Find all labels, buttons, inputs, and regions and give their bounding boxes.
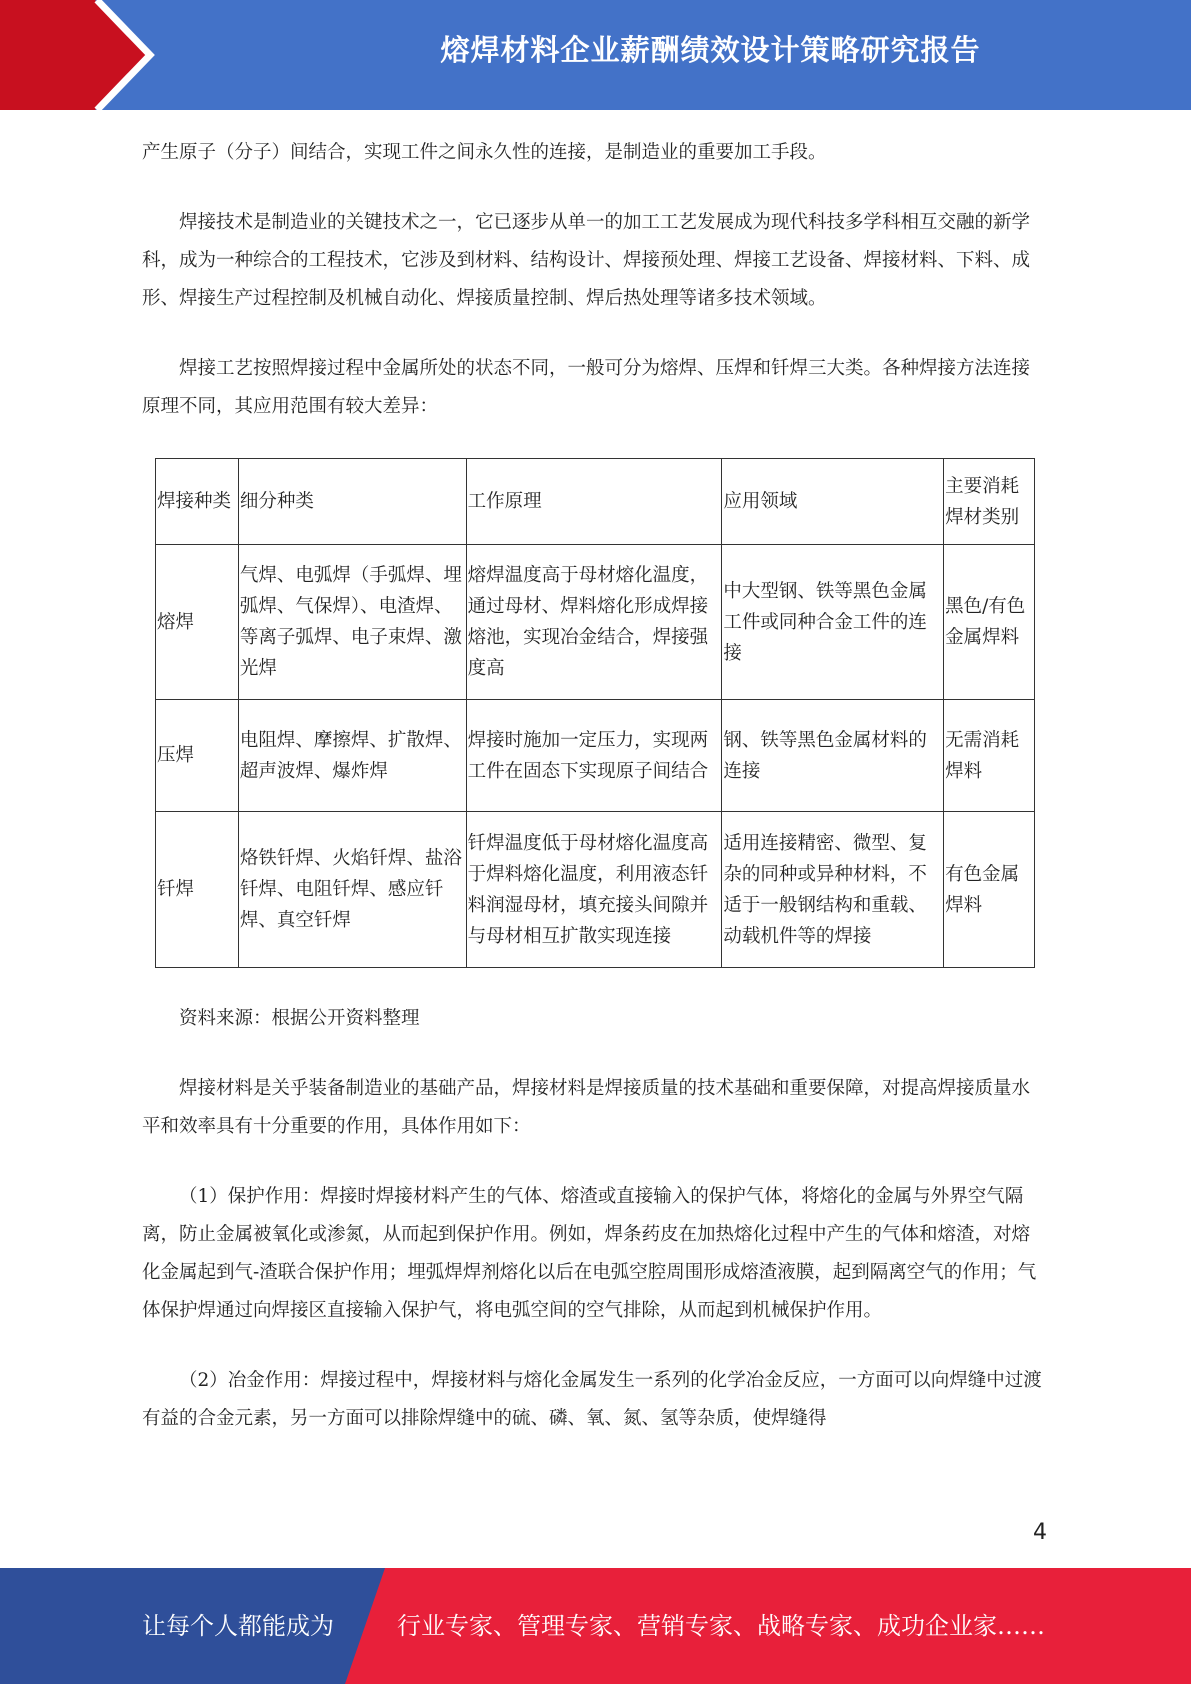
header-cell: 工作原理 <box>466 459 722 545</box>
footer-slogan-right: 行业专家、管理专家、营销专家、战略专家、成功企业家…… <box>397 1612 1045 1640</box>
table-cell: 熔焊温度高于母材熔化温度，通过母材、焊料熔化形成焊接熔池，实现冶金结合，焊接强度高 <box>466 545 722 700</box>
document-body <box>142 134 1046 1438</box>
header-cell: 焊接种类 <box>156 459 239 545</box>
table-cell: 有色金属焊料 <box>944 812 1035 968</box>
page-footer <box>0 1568 1191 1684</box>
header-cell: 主要消耗焊材类别 <box>944 459 1035 545</box>
source-note: 资料来源：根据公开资料整理 <box>179 1008 420 1029</box>
paragraph: 焊接技术是制造业的关键技术之一，它已逐步从单一的加工工艺发展成为现代科技多学科相互交融的新学科，成为一种综合的工程技术，它涉及到材料、结构设计、焊接预处理、焊接工艺设备、焊接材料、下料、成形、焊接生产过程控制及机械自动化、焊接质量控制、焊后热处理等诸多技术领域。 <box>142 212 1031 309</box>
table-row <box>156 545 1035 700</box>
table-cell: 焊接时施加一定压力，实现两工件在固态下实现原子间结合 <box>466 700 722 812</box>
table-row <box>156 812 1035 968</box>
paragraph: 焊接材料是关乎装备制造业的基础产品，焊接材料是焊接质量的技术基础和重要保障，对提高焊接质量水平和效率具有十分重要的作用，具体作用如下： <box>142 1078 1031 1137</box>
header-chevron-decoration <box>0 0 240 110</box>
table-cell: 钎焊温度低于母材熔化温度高于焊料熔化温度，利用液态钎料润湿母材，填充接头间隙并与母材相互扩散实现连接 <box>466 812 722 968</box>
paragraph: 产生原子（分子）间结合，实现工件之间永久性的连接，是制造业的重要加工手段。 <box>142 142 827 163</box>
table-cell: 黑色/有色金属焊料 <box>944 545 1035 700</box>
footer-slogan-left: 让每个人都能成为 <box>142 1612 334 1640</box>
page-number: 4 <box>1033 1520 1047 1545</box>
table-cell: 烙铁钎焊、火焰钎焊、盐浴钎焊、电阻钎焊、感应钎焊、真空钎焊 <box>238 812 466 968</box>
table-cell: 电阻焊、摩擦焊、扩散焊、超声波焊、爆炸焊 <box>238 700 466 812</box>
table-header-row <box>156 459 1035 545</box>
table-cell: 熔焊 <box>156 545 239 700</box>
table-cell: 中大型钢、铁等黑色金属工件或同种合金工件的连接 <box>722 545 944 700</box>
table-cell: 钎焊 <box>156 812 239 968</box>
table-cell: 钢、铁等黑色金属材料的连接 <box>722 700 944 812</box>
table-cell: 压焊 <box>156 700 239 812</box>
header-cell: 应用领域 <box>722 459 944 545</box>
welding-types-table <box>155 458 1035 968</box>
paragraph: （1）保护作用：焊接时焊接材料产生的气体、熔渣或直接输入的保护气体，将熔化的金属与外界空气隔离，防止金属被氧化或渗氮，从而起到保护作用。例如，焊条药皮在加热熔化过程中产生的气体和熔渣，对熔化金属起到气-渣联合保护作用；埋弧焊焊剂熔化以后在电弧空腔周围形成熔渣液膜，起到隔离空气的作用；气体保护焊通过向焊接区直接输入保护气，将电弧空间的空气排除，从而起到机械保护作用。 <box>142 1186 1037 1321</box>
paragraph: （2）冶金作用：焊接过程中，焊接材料与熔化金属发生一系列的化学冶金反应，一方面可以向焊缝中过渡有益的合金元素，另一方面可以排除焊缝中的硫、磷、氧、氮、氢等杂质，使焊缝得 <box>142 1370 1042 1429</box>
table-cell: 适用连接精密、微型、复杂的同种或异种材料，不适于一般钢结构和重载、动载机件等的焊接 <box>722 812 944 968</box>
page-header <box>0 0 1191 110</box>
table-cell: 无需消耗焊料 <box>944 700 1035 812</box>
report-title: 熔焊材料企业薪酬绩效设计策略研究报告 <box>440 33 981 67</box>
header-cell: 细分种类 <box>238 459 466 545</box>
table-row <box>156 700 1035 812</box>
table-cell: 气焊、电弧焊（手弧焊、埋弧焊、气保焊）、电渣焊、等离子弧焊、电子束焊、激光焊 <box>238 545 466 700</box>
paragraph: 焊接工艺按照焊接过程中金属所处的状态不同，一般可分为熔焊、压焊和钎焊三大类。各种焊接方法连接原理不同，其应用范围有较大差异： <box>142 358 1031 417</box>
